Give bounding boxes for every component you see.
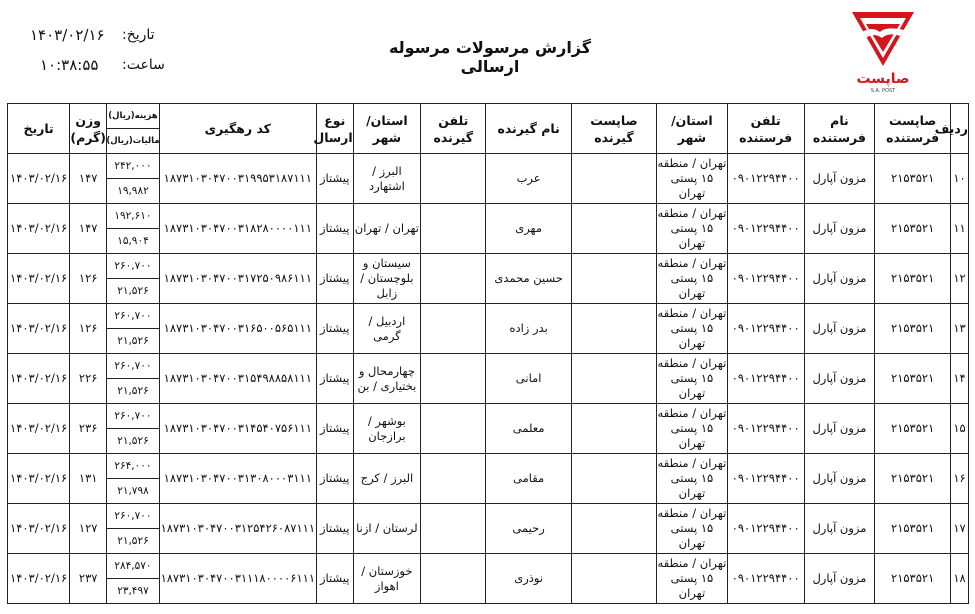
cell-weight: ۲۲۶ [70, 354, 107, 404]
cell-receiver-location: چهارمحال و بختیاری / بن [353, 354, 420, 404]
cell-tracking-code: ۱۸۷۳۱۰۳۰۴۷۰۰۳۱۶۵۰۰۵۶۵۱۱۱ [159, 304, 316, 354]
cell-receiver-name: حسین محمدی [486, 254, 571, 304]
cell-cost-tax [107, 154, 160, 204]
cell-sender-id: ۲۱۵۳۵۲۱ [875, 304, 951, 354]
cell-sender-name: مزون آپارل [804, 304, 875, 354]
logo-text: صاپست [856, 71, 910, 87]
date-value: ۱۴۰۳/۰۲/۱۶ [30, 26, 105, 44]
cell-row-number: ۱۶ [951, 454, 969, 504]
cell-cost: ۱۹۲,۶۱۰ [107, 204, 159, 229]
cell-receiver-location: بوشهر / برازجان [353, 404, 420, 454]
cell-tax: ۲۱,۵۲۶ [117, 284, 149, 297]
cell-cost: ۲۶۰,۷۰۰ [107, 404, 159, 429]
cell-sender-name: مزون آپارل [804, 404, 875, 454]
cell-sender-id: ۲۱۵۳۵۲۱ [875, 454, 951, 504]
cell-sender-phone: ۰۹۰۱۲۲۹۴۴۰۰ [727, 304, 804, 354]
cell-sender-name: مزون آپارل [804, 154, 875, 204]
cell-sender-location: تهران / منطقه ۱۵ پستی تهران [657, 254, 728, 304]
table-row [8, 154, 969, 204]
cell-tax: ۲۳,۴۹۷ [117, 584, 149, 597]
col-cost [107, 104, 160, 154]
col-tracking: کد رهگیری [159, 104, 316, 154]
cell-receiver-phone [421, 454, 486, 504]
cell-receiver-id [571, 404, 656, 454]
cell-receiver-id [571, 354, 656, 404]
cell-tax: ۱۹,۹۸۲ [117, 184, 149, 197]
cell-sender-id: ۲۱۵۳۵۲۱ [875, 404, 951, 454]
col-receiver-name: نام گیرنده [486, 104, 571, 154]
cell-send-type: پیشتاز [316, 304, 353, 354]
cell-sender-name: مزون آپارل [804, 254, 875, 304]
cell-tracking-code: ۱۸۷۳۱۰۳۰۴۷۰۰۳۱۷۲۵۰۹۸۶۱۱۱ [159, 254, 316, 304]
cell-weight: ۲۳۷ [70, 554, 107, 604]
cell-tax: ۲۱,۵۲۶ [117, 534, 149, 547]
cell-date: ۱۴۰۳/۰۲/۱۶ [8, 404, 70, 454]
cell-cost-tax [107, 304, 160, 354]
col-sender-location: استان/ شهر [657, 104, 728, 154]
table-row [8, 554, 969, 604]
cell-weight: ۱۳۱ [70, 454, 107, 504]
col-row: ردیف [951, 104, 969, 154]
shipments-table [7, 103, 969, 604]
cell-receiver-name: بدر زاده [486, 304, 571, 354]
cell-cost-tax [107, 554, 160, 604]
cell-send-type: پیشتاز [316, 254, 353, 304]
cell-receiver-phone [421, 504, 486, 554]
cell-tracking-code: ۱۸۷۳۱۰۳۰۴۷۰۰۳۱۸۲۸۰۰۰۰۱۱۱ [159, 204, 316, 254]
col-sender-phone: تلفن فرستنده [727, 104, 804, 154]
cell-receiver-location: اردبیل / گرمی [353, 304, 420, 354]
cell-sender-location: تهران / منطقه ۱۵ پستی تهران [657, 404, 728, 454]
cell-date: ۱۴۰۳/۰۲/۱۶ [8, 454, 70, 504]
table-header-row [8, 104, 969, 154]
cell-sender-id: ۲۱۵۳۵۲۱ [875, 554, 951, 604]
cell-send-type: پیشتاز [316, 154, 353, 204]
col-tax-label: مالیات(ریال) [106, 135, 160, 146]
cell-send-type: پیشتاز [316, 204, 353, 254]
cell-send-type: پیشتاز [316, 554, 353, 604]
table-row [8, 254, 969, 304]
cell-date: ۱۴۰۳/۰۲/۱۶ [8, 154, 70, 204]
cell-sender-location: تهران / منطقه ۱۵ پستی تهران [657, 454, 728, 504]
cell-send-type: پیشتاز [316, 504, 353, 554]
cell-cost-tax [107, 404, 160, 454]
cell-tracking-code: ۱۸۷۳۱۰۳۰۴۷۰۰۳۱۲۵۴۲۶۰۸۷۱۱۱ [159, 504, 316, 554]
cell-cost: ۲۶۰,۷۰۰ [107, 304, 159, 329]
logo-subtext: S.A. POST [870, 88, 896, 94]
cell-row-number: ۱۸ [951, 554, 969, 604]
cell-sender-phone: ۰۹۰۱۲۲۹۴۴۰۰ [727, 554, 804, 604]
cell-row-number: ۱۵ [951, 404, 969, 454]
cell-sender-location: تهران / منطقه ۱۵ پستی تهران [657, 204, 728, 254]
col-cost-label: هزینه(ریال) [107, 104, 159, 129]
cell-tracking-code: ۱۸۷۳۱۰۳۰۴۷۰۰۳۱۹۹۵۳۱۸۷۱۱۱ [159, 154, 316, 204]
cell-sender-id: ۲۱۵۳۵۲۱ [875, 204, 951, 254]
cell-tax: ۱۵,۹۰۴ [117, 234, 149, 247]
table-row [8, 204, 969, 254]
cell-sender-phone: ۰۹۰۱۲۲۹۴۴۰۰ [727, 404, 804, 454]
report-header [0, 0, 975, 103]
cell-sender-location: تهران / منطقه ۱۵ پستی تهران [657, 154, 728, 204]
cell-receiver-location: سیستان و بلوچستان / زابل [353, 254, 420, 304]
cell-sender-phone: ۰۹۰۱۲۲۹۴۴۰۰ [727, 354, 804, 404]
table-row [8, 404, 969, 454]
col-weight: وزن (گرم) [70, 104, 107, 154]
time-label: ساعت: [122, 57, 165, 73]
cell-receiver-location: البرز / اشتهارد [353, 154, 420, 204]
cell-tracking-code: ۱۸۷۳۱۰۳۰۴۷۰۰۳۱۵۴۹۸۸۵۸۱۱۱ [159, 354, 316, 404]
cell-weight: ۱۲۶ [70, 254, 107, 304]
cell-weight: ۱۴۷ [70, 154, 107, 204]
cell-tax: ۲۱,۵۲۶ [117, 334, 149, 347]
cell-sender-phone: ۰۹۰۱۲۲۹۴۴۰۰ [727, 254, 804, 304]
cell-receiver-id [571, 204, 656, 254]
table-row [8, 354, 969, 404]
cell-receiver-phone [421, 204, 486, 254]
cell-weight: ۱۲۷ [70, 504, 107, 554]
col-receiver-location: استان/ شهر [353, 104, 420, 154]
cell-tax: ۲۱,۷۹۸ [117, 484, 149, 497]
company-logo [848, 8, 918, 100]
cell-send-type: پیشتاز [316, 354, 353, 404]
table-row [8, 504, 969, 554]
table-body [8, 154, 969, 604]
cell-row-number: ۱۴ [951, 354, 969, 404]
cell-receiver-name: امانی [486, 354, 571, 404]
report-title: گزارش مرسولات مرسوله ارسالی [388, 38, 592, 76]
cell-sender-id: ۲۱۵۳۵۲۱ [875, 154, 951, 204]
cell-sender-id: ۲۱۵۳۵۲۱ [875, 354, 951, 404]
time-value: ۱۰:۳۸:۵۵ [40, 56, 99, 74]
cell-tracking-code: ۱۸۷۳۱۰۳۰۴۷۰۰۳۱۳۰۸۰۰۰۳۱۱۱ [159, 454, 316, 504]
cell-sender-phone: ۰۹۰۱۲۲۹۴۴۰۰ [727, 204, 804, 254]
cell-cost-tax [107, 504, 160, 554]
cell-receiver-name: مهری [486, 204, 571, 254]
cell-cost-tax [107, 354, 160, 404]
col-send-type: نوع ارسال [316, 104, 353, 154]
cell-date: ۱۴۰۳/۰۲/۱۶ [8, 354, 70, 404]
cell-sender-id: ۲۱۵۳۵۲۱ [875, 504, 951, 554]
cell-tax: ۲۱,۵۲۶ [117, 384, 149, 397]
cell-receiver-location: البرز / کرج [353, 454, 420, 504]
cell-receiver-id [571, 254, 656, 304]
table-row [8, 454, 969, 504]
cell-date: ۱۴۰۳/۰۲/۱۶ [8, 304, 70, 354]
cell-weight: ۱۴۷ [70, 204, 107, 254]
cell-row-number: ۱۲ [951, 254, 969, 304]
cell-receiver-location: لرستان / ازنا [353, 504, 420, 554]
cell-sender-location: تهران / منطقه ۱۵ پستی تهران [657, 304, 728, 354]
cell-receiver-phone [421, 354, 486, 404]
col-sender-name: نام فرستنده [804, 104, 875, 154]
cell-sender-location: تهران / منطقه ۱۵ پستی تهران [657, 504, 728, 554]
cell-date: ۱۴۰۳/۰۲/۱۶ [8, 254, 70, 304]
logo-shield-icon [848, 8, 918, 70]
cell-sender-phone: ۰۹۰۱۲۲۹۴۴۰۰ [727, 454, 804, 504]
cell-cost: ۲۶۰,۷۰۰ [107, 254, 159, 279]
cell-weight: ۲۳۶ [70, 404, 107, 454]
cell-receiver-id [571, 454, 656, 504]
col-sender-id: صاپست فرستنده [875, 104, 951, 154]
cell-receiver-name: معلمی [486, 404, 571, 454]
cell-row-number: ۱۰ [951, 154, 969, 204]
cell-cost: ۲۴۲,۰۰۰ [107, 154, 159, 179]
cell-cost-tax [107, 204, 160, 254]
col-receiver-phone: تلفن گیرنده [421, 104, 486, 154]
cell-sender-name: مزون آپارل [804, 554, 875, 604]
cell-sender-location: تهران / منطقه ۱۵ پستی تهران [657, 354, 728, 404]
cell-sender-id: ۲۱۵۳۵۲۱ [875, 254, 951, 304]
cell-weight: ۱۲۶ [70, 304, 107, 354]
col-receiver-id: صاپست گیرنده [571, 104, 656, 154]
cell-receiver-phone [421, 554, 486, 604]
cell-receiver-name: مقامی [486, 454, 571, 504]
cell-sender-location: تهران / منطقه ۱۵ پستی تهران [657, 554, 728, 604]
table-row [8, 304, 969, 354]
cell-receiver-phone [421, 254, 486, 304]
cell-receiver-phone [421, 404, 486, 454]
cell-row-number: ۱۷ [951, 504, 969, 554]
cell-row-number: ۱۳ [951, 304, 969, 354]
cell-cost: ۲۶۰,۷۰۰ [107, 504, 159, 529]
cell-receiver-name: رحیمی [486, 504, 571, 554]
cell-sender-name: مزون آپارل [804, 454, 875, 504]
cell-tracking-code: ۱۸۷۳۱۰۳۰۴۷۰۰۳۱۱۱۸۰۰۰۰۶۱۱۱ [159, 554, 316, 604]
cell-send-type: پیشتاز [316, 454, 353, 504]
cell-receiver-id [571, 154, 656, 204]
cell-receiver-location: خوزستان / اهواز [353, 554, 420, 604]
cell-sender-phone: ۰۹۰۱۲۲۹۴۴۰۰ [727, 504, 804, 554]
cell-sender-phone: ۰۹۰۱۲۲۹۴۴۰۰ [727, 154, 804, 204]
cell-tracking-code: ۱۸۷۳۱۰۳۰۴۷۰۰۳۱۴۵۴۰۷۵۶۱۱۱ [159, 404, 316, 454]
cell-date: ۱۴۰۳/۰۲/۱۶ [8, 504, 70, 554]
cell-sender-name: مزون آپارل [804, 504, 875, 554]
cell-receiver-phone [421, 304, 486, 354]
cell-tax: ۲۱,۵۲۶ [117, 434, 149, 447]
cell-cost-tax [107, 254, 160, 304]
cell-receiver-id [571, 504, 656, 554]
cell-cost: ۲۶۰,۷۰۰ [107, 354, 159, 379]
cell-cost: ۲۶۴,۰۰۰ [107, 454, 159, 479]
cell-receiver-id [571, 554, 656, 604]
cell-receiver-name: نوذری [486, 554, 571, 604]
col-date: تاریخ [8, 104, 70, 154]
cell-receiver-name: عرب [486, 154, 571, 204]
cell-date: ۱۴۰۳/۰۲/۱۶ [8, 554, 70, 604]
cell-receiver-phone [421, 154, 486, 204]
date-label: تاریخ: [122, 27, 155, 43]
cell-date: ۱۴۰۳/۰۲/۱۶ [8, 204, 70, 254]
cell-sender-name: مزون آپارل [804, 354, 875, 404]
cell-cost: ۲۸۴,۵۷۰ [107, 554, 159, 579]
cell-row-number: ۱۱ [951, 204, 969, 254]
cell-cost-tax [107, 454, 160, 504]
cell-send-type: پیشتاز [316, 404, 353, 454]
cell-sender-name: مزون آپارل [804, 204, 875, 254]
cell-receiver-id [571, 304, 656, 354]
cell-receiver-location: تهران / تهران [353, 204, 420, 254]
